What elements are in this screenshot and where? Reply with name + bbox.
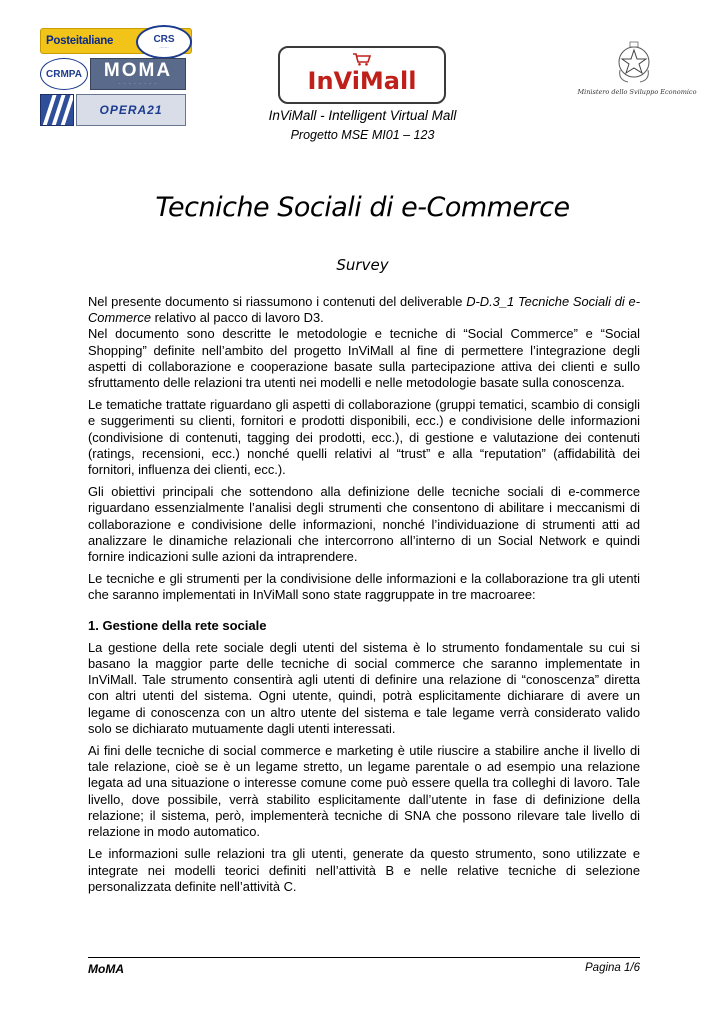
- section-1-paragraph-1: La gestione della rete sociale degli utenti del sistema è lo strumento fondamentale su cui si basano la maggior parte delle tecniche di social commerce che saranno implementate in InViMall. Tale strumento consentirà agli utenti di definire una relazione di “conoscenza” diretta con altri utenti del sistema. Ogni utente, quindi, potrà esplicitamente dichiarare di avere un legame di conoscenza con un altro utente del sistema e tale legame verrà considerato valido solo se dichiarato mutuamente dagli utenti interessati.: [88, 639, 640, 736]
- intro-paragraph-3: Le tematiche trattate riguardano gli aspetti di collaborazione (gruppi tematici, scambio di consigli e suggerimenti su clienti, fornitori e prodotti disponibili, ecc.) e condivisione delle informazioni (condivisione di contenuti, tagging dei prodotti, ecc.), di gestione e valutazione dei contenuti (ratings, recensioni, ecc.) nonché quelli relativi al “trust” e alla “reputation” (affidabilità dei fornitori, influenza dei clienti, ecc.).: [88, 397, 640, 478]
- section-1-paragraph-3: Le informazioni sulle relazioni tra gli utenti, generate da questo strumento, sono utilizzate e integrate nei modelli teorici definiti nell’attività B e nelle relative tecniche di selezione personalizzata definite nell’attività C.: [88, 846, 640, 894]
- intro-paragraph-5: Le tecniche e gli strumenti per la condivisione delle informazioni e la collaborazione tra gli utenti che saranno implementati in InViMall sono state raggruppate in tre macroaree:: [88, 571, 640, 603]
- intro-paragraph-2: Nel documento sono descritte le metodologie e tecniche di “Social Commerce” e “Social Shopping” definite nell’ambito del progetto InViMall al fine di permettere l’integrazione degli aspetti di collaborazione e cooperazione basate sulla partecipazione attiva dei clienti e sullo sfruttamento delle relazioni tra utenti nei modelli e nelle metodologie basate sulla conoscenza.: [88, 326, 640, 391]
- document-title: Tecniche Sociali di e-Commerce: [155, 192, 570, 223]
- italian-republic-emblem-icon: [614, 40, 654, 86]
- document-body: [88, 294, 640, 901]
- crmpa-logo: CRMPA: [40, 58, 88, 90]
- project-subtitle: InViMall - Intelligent Virtual Mall: [268, 108, 457, 123]
- section-1-heading: 1. Gestione della rete sociale: [88, 617, 267, 633]
- invimall-logo: [278, 46, 446, 104]
- page-number: Pagina 1/6: [585, 962, 640, 974]
- opera21-logo: OPERA21: [76, 94, 186, 126]
- footer-divider: [88, 957, 640, 958]
- intro-paragraph-1: Nel presente documento si riassumono i contenuti del deliverable D-D.3_1 Tecniche Sociali di e-Commerce relativo al pacco di lavoro D3.: [88, 294, 640, 326]
- document-subheading: Survey: [336, 256, 389, 274]
- shopping-cart-icon: [352, 52, 372, 66]
- crs-logo: CRS ·······: [136, 25, 192, 59]
- deliverable-name: D-D.3_1 Tecniche Sociali di e-Commerce: [88, 294, 640, 326]
- invimall-brand-text: InViMall: [307, 67, 417, 95]
- posteitaliane-crs-logo: [40, 28, 192, 54]
- footer-organization: MoMA: [88, 962, 124, 976]
- moma-logo: MOMA · · · · · · · ·: [90, 58, 186, 90]
- project-code: Progetto MSE MI01 – 123: [290, 128, 435, 142]
- intro-paragraph-4: Gli obiettivi principali che sottendono alla definizione delle tecniche sociali di e-commerce riguardano essenzialmente l’analisi degli strumenti che consentono di abilitare i meccanismi di collaborazione e condivisione delle informazioni, nonché l’individuazione di strumenti atti ad analizzare le dinamiche relazionali che intercorrono all’interno di un Social Network e quindi fornire indicazioni sulle azioni da intraprendere.: [88, 484, 640, 565]
- poste-logo-text: Posteitaliane: [46, 35, 114, 47]
- section-1-paragraph-2: Ai fini delle tecniche di social commerce e marketing è utile riuscire a stabilire anche il livello di tale relazione, cioè se è un legame stretto, un legame parentale o ad esempio una relazione legata ad una situazione o interesse comune come può essere quella tra colleghi di lavoro. Tale livello, dove possibile, verrà stabilito esplicitamente dall’utente in fase di definizione della relazione; il sistema, però, implementerà tecniche di SNA che possono rilevare tale livello di relazione in modo automatico.: [88, 743, 640, 840]
- ministry-name: Ministero dello Sviluppo Economico: [577, 88, 697, 96]
